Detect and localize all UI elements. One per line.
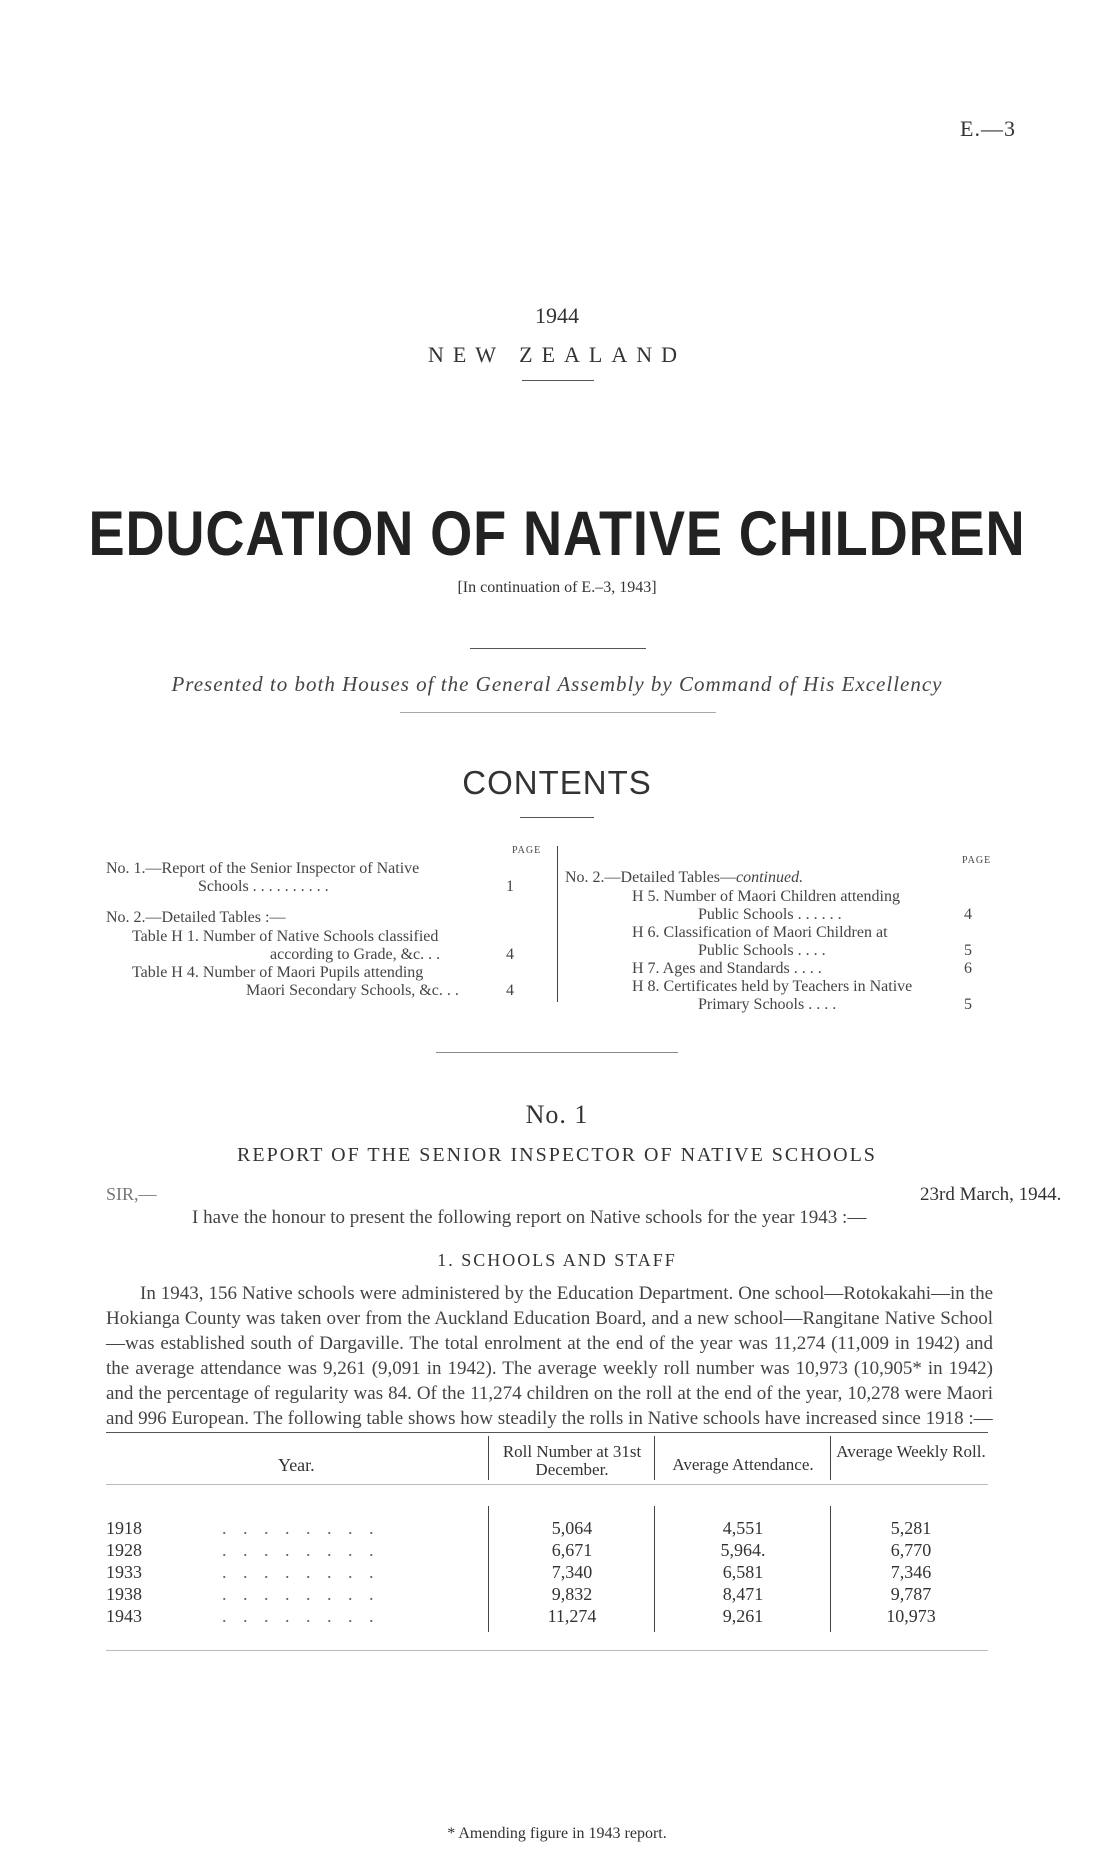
row-roll: 9,832 [551,1584,593,1604]
subtitle: [In continuation of E.–3, 1943] [457,579,657,596]
row-roll: 7,340 [551,1562,593,1582]
row-attendance: 4,551 [722,1518,764,1538]
toc-entry-h7: H 7. Ages and Standards . . . . [632,960,822,977]
leader-dots: . . . . . . . . [222,1606,380,1626]
page-column-label: PAGE [962,855,992,866]
leader-dots: . . . . . . . . [222,1518,380,1538]
toc-entry-no2-cont: No. 2.—Detailed Tables—continued. [565,869,804,886]
divider [522,380,594,381]
row-attendance: 8,471 [722,1584,764,1604]
row-year: 1933 [106,1562,142,1582]
table-header-rule [106,1484,988,1485]
divider [400,712,716,713]
section-heading: 1. SCHOOLS AND STAFF [437,1250,677,1270]
header-weekly: Average Weekly Roll. [836,1442,986,1461]
row-weekly: 10,973 [886,1606,936,1626]
row-roll: 5,064 [551,1518,593,1538]
report-title: REPORT OF THE SENIOR INSPECTOR OF NATIVE SCHOOLS [237,1144,877,1166]
column-divider [488,1436,489,1480]
page-title: EDUCATION OF NATIVE CHILDREN [88,499,1026,569]
row-weekly: 6,770 [890,1540,932,1560]
toc-entry-h8: H 8. Certificates held by Teachers in Native [632,978,913,995]
toc-entry-h4-cont: Maori Secondary Schools, &c. . . [246,982,459,999]
row-weekly: 7,346 [890,1562,932,1582]
footnote: * Amending figure in 1943 report. [447,1825,667,1842]
toc-entry-h8-cont: Primary Schools . . . . [698,996,837,1013]
report-number: No. 1 [525,1100,589,1129]
leader-dots: . . . . . . . . [222,1562,380,1582]
toc-entry-no1: No. 1.—Report of the Senior Inspector of Native [106,860,420,877]
presented-line: Presented to both Houses of the General Assembly by Command of His Excellency [171,672,943,696]
toc-entry-h5: H 5. Number of Maori Children attending [632,888,900,905]
header-attendance: Average Attendance. [672,1455,814,1474]
page-column-label: PAGE [512,845,542,856]
country-name: NEW ZEALAND [427,342,687,367]
row-roll: 6,671 [551,1540,593,1560]
row-year: 1938 [106,1584,142,1604]
row-attendance: 5,964. [720,1540,766,1560]
toc-entry-h1: Table H 1. Number of Native Schools classified [132,928,439,945]
body-paragraph [106,1281,993,1431]
toc-page: 6 [964,960,972,977]
divider [520,817,594,818]
column-divider [654,1506,655,1632]
page-reference: E.—3 [960,116,1016,141]
leader-dots: . . . . . . . . [222,1584,380,1604]
toc-entry-h5-cont: Public Schools . . . . . . [698,906,842,923]
toc-entry-no2: No. 2.—Detailed Tables :— [106,909,286,926]
row-attendance: 9,261 [722,1606,764,1626]
header-roll: Roll Number at 31st December. [502,1442,642,1479]
column-divider [488,1506,489,1632]
row-year: 1943 [106,1606,142,1626]
salutation: SIR,— [106,1184,157,1204]
column-divider [557,846,558,1002]
toc-entry-h1-cont: according to Grade, &c. . . [270,946,441,963]
toc-entry-h6: H 6. Classification of Maori Children at [632,924,888,941]
toc-page: 4 [964,906,972,923]
toc-entry-h4: Table H 4. Number of Maori Pupils attending [132,964,424,981]
table-top-rule [106,1432,988,1433]
contents-heading: CONTENTS [462,764,652,801]
divider [436,1052,678,1053]
publication-year: 1944 [535,303,579,328]
intro-sentence: I have the honour to present the following report on Native schools for the year 1943 :— [192,1207,867,1228]
row-weekly: 5,281 [890,1518,932,1538]
table-bottom-rule [106,1650,988,1651]
column-divider [830,1506,831,1632]
toc-page: 5 [964,942,972,959]
column-divider [830,1436,831,1480]
row-weekly: 9,787 [890,1584,932,1604]
row-year: 1928 [106,1540,142,1560]
toc-page: 1 [506,878,514,895]
paragraph-text: In 1943, 156 Native schools were administered by the Education Department. One school—Rotokakahi—in the Hokianga County was taken over from the Auckland Education Board, and a new school—Rangitane Native School—was established south of Dargaville. The total enrolment at the end of the year was 11,274 (11,009 in 1942) and the average attendance was 9,261 (9,091 in 1942). The average weekly roll number was 10,973 (10,905* in 1942) and the percentage of regularity was 84. Of the 11,274 children on the roll at the end of the year, 10,278 were Maori and 996 European. The following table shows how steadily the rolls in Native schools have increased since 1918 :— [106,1283,993,1429]
toc-page: 5 [964,996,972,1013]
divider [470,648,646,649]
leader-dots: . . . . . . . . [222,1540,380,1560]
toc-entry-h6-cont: Public Schools . . . . [698,942,826,959]
toc-entry-no1-cont: Schools . . . . . . . . . . [198,878,329,895]
toc-page: 4 [506,946,514,963]
toc-page: 4 [506,982,514,999]
row-roll: 11,274 [547,1606,597,1626]
row-year: 1918 [106,1518,142,1538]
report-date: 23rd March, 1944. [920,1184,1062,1205]
row-attendance: 6,581 [722,1562,764,1582]
header-year: Year. [278,1455,315,1475]
column-divider [654,1436,655,1480]
